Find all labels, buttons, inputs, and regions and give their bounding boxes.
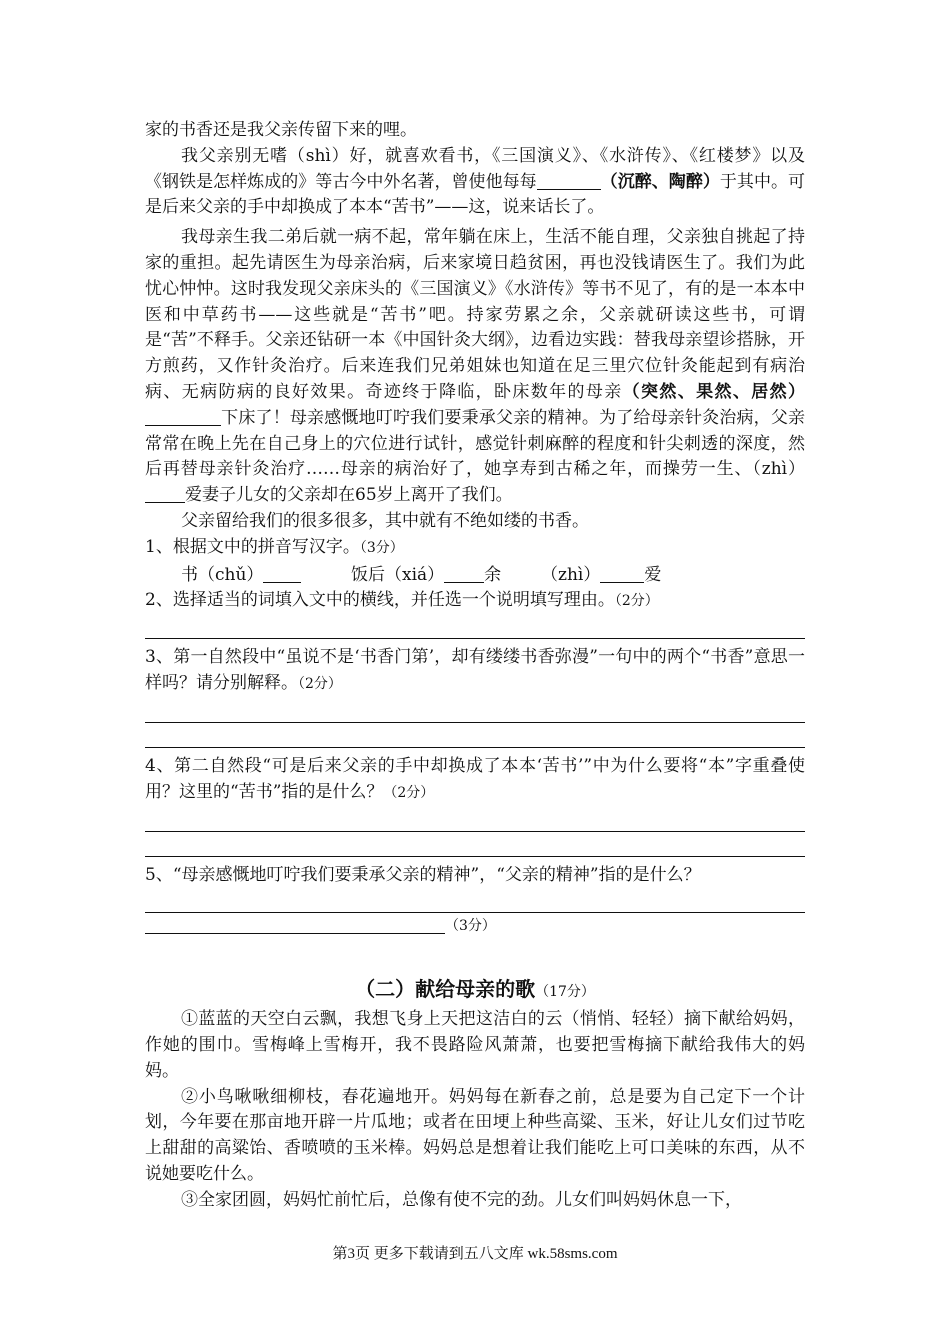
fill-blank[interactable] bbox=[263, 564, 301, 583]
pinyin-label: 余 bbox=[484, 564, 502, 585]
question-text: 2、选择适当的词填入文中的横线，并任选一个说明填写理由。 bbox=[145, 589, 615, 610]
pinyin-item-zhi bbox=[541, 562, 661, 588]
question-2 bbox=[145, 588, 805, 615]
text: ②小鸟啾啾细柳枝，春花遍地开。妈妈每在新春之前，总是要为自己定下一个计划，今年要在那亩地开辟一片瓜地；或者在田埂上种些高粱、玉米，好让儿女们过节吃上甜甜的高粱饴、香喷喷的玉米棒。妈妈总是想着让我们能吃上可口美味的东西，从不说她要吃什么。 bbox=[145, 1086, 805, 1184]
question-4 bbox=[145, 754, 805, 807]
pinyin-label: （zhì） bbox=[541, 564, 601, 585]
text: ③全家团圆，妈妈忙前忙后，总像有使不完的劲。儿女们叫妈妈休息一下， bbox=[181, 1189, 742, 1210]
question-5 bbox=[145, 863, 805, 889]
fill-blank[interactable] bbox=[600, 564, 644, 583]
text: 爱妻子儿女的父亲却在65岁上离开了我们。 bbox=[185, 485, 513, 506]
points: （17分） bbox=[535, 984, 595, 1001]
passage-paragraph-3 bbox=[145, 509, 805, 535]
points: （2分） bbox=[614, 592, 659, 609]
points: （2分） bbox=[298, 676, 342, 693]
question-text: 4、第二自然段“可是后来父亲的手中却换成了本本‘苦书’”中为什么要将“本”字重叠使用？这里的“苦书”指的是什么？ bbox=[145, 755, 805, 802]
answer-line[interactable] bbox=[145, 698, 805, 723]
pinyin-item-xia bbox=[351, 562, 541, 588]
answer-line[interactable] bbox=[145, 913, 445, 934]
points: （3分） bbox=[445, 918, 496, 935]
word-options: （沉醉、陶醉） bbox=[600, 171, 720, 192]
answer-line[interactable] bbox=[145, 614, 805, 639]
section2-paragraph-3 bbox=[145, 1188, 805, 1214]
passage-paragraph-2 bbox=[145, 225, 805, 509]
page-footer: 第3页 更多下载请到五八文库 wk.58sms.com bbox=[332, 1246, 618, 1262]
passage-paragraph-1 bbox=[145, 144, 805, 221]
section2-paragraph-2 bbox=[145, 1085, 805, 1188]
pinyin-item-chu bbox=[181, 562, 351, 588]
section2-paragraph-1 bbox=[145, 1007, 805, 1084]
points: （3分） bbox=[359, 539, 404, 556]
points: （2分） bbox=[383, 784, 435, 801]
fill-blank[interactable] bbox=[145, 407, 221, 426]
answer-line[interactable] bbox=[145, 723, 805, 748]
answer-line[interactable] bbox=[145, 832, 805, 857]
text: 于其中。可是后来父亲的手中却换成了本本“苦书”——这，说来话长了。 bbox=[145, 171, 806, 218]
answer-line-with-points bbox=[145, 913, 805, 940]
text: ①蓝蓝的天空白云飘，我想飞身上天把这洁白的云（ bbox=[181, 1009, 580, 1030]
section-title bbox=[145, 974, 805, 1007]
passage-paragraph-0 bbox=[145, 118, 805, 144]
pinyin-items bbox=[145, 562, 805, 588]
text: 父亲留给我们的很多很多，其中就有不绝如缕的书香。 bbox=[181, 510, 589, 531]
word-options: 悄悄、轻轻 bbox=[579, 1009, 667, 1030]
question-1 bbox=[145, 535, 805, 562]
document-page bbox=[145, 118, 805, 1214]
answer-line[interactable] bbox=[145, 888, 805, 913]
fill-blank[interactable] bbox=[537, 171, 601, 190]
question-text: 5、“母亲感慨地叮咛我们要秉承父亲的精神”，“父亲的精神”指的是什么？ bbox=[145, 864, 701, 885]
question-3 bbox=[145, 645, 805, 698]
question-text: 3、第一自然段中“虽说不是‘书香门第’，却有缕缕书香弥漫”一句中的两个“书香”意思一样吗？请分别解释。 bbox=[145, 647, 805, 694]
pinyin-label: 饭后（xiá） bbox=[351, 564, 445, 585]
text: ）摘下献给妈妈，作她的围巾。雪梅峰上雪梅开，我不畏路险风萧萧，也要把雪梅摘下献给我伟大的妈妈。 bbox=[145, 1009, 806, 1081]
word-options: （突然、果然、居然） bbox=[622, 381, 805, 402]
answer-line[interactable] bbox=[145, 807, 805, 832]
fill-blank[interactable] bbox=[444, 564, 484, 583]
text: 我父亲别无嗜（shì）好，就喜欢看书，《三国演义》、《水浒传》、《红楼梦》以及《钢铁是怎样炼成的》等古今中外名著，曾使他每每 bbox=[145, 145, 805, 192]
pinyin-label: 书（chǔ） bbox=[181, 564, 264, 585]
question-text: 1、根据文中的拼音写汉字。 bbox=[145, 536, 360, 557]
section-title-text: （二）献给母亲的歌 bbox=[355, 977, 536, 1002]
pinyin-label: 爱 bbox=[644, 564, 662, 585]
text: 下床了！母亲感慨地叮咛我们要秉承父亲的精神。为了给母亲针灸治病，父亲常常在晚上先在自己身上的穴位进行试针，感觉针刺麻醉的程度和针尖刺透的深度，然后再替母亲针灸治疗……母亲的病治好了，她享寿到古稀之年，而操劳一生、（zhì） bbox=[145, 407, 805, 480]
text: 我母亲生我二弟后就一病不起，常年躺在床上，生活不能自理，父亲独自挑起了持家的重担。起先请医生为母亲治病，后来家境日趋贫困，再也没钱请医生了。我们为此忧心忡忡。这时我发现父亲床头的《三国演义》《水浒传》等书不见了，有的是一本本中医和中草药书——这些就是“苦书”吧。持家劳累之余，父亲就研读这些书，可谓是“苦”不释手。父亲还钻研一本《中国针灸大纲》，边看边实践：替我母亲望诊搭脉，开方煎药，又作针灸治疗。后来连我们兄弟姐妹也知道在足三里穴位针灸能起到有病治病、无病防病的良好效果。奇迹终于降临，卧床数年的母亲 bbox=[145, 227, 805, 402]
text: 家的书香还是我父亲传留下来的哩。 bbox=[145, 120, 417, 140]
fill-blank[interactable] bbox=[145, 484, 185, 503]
